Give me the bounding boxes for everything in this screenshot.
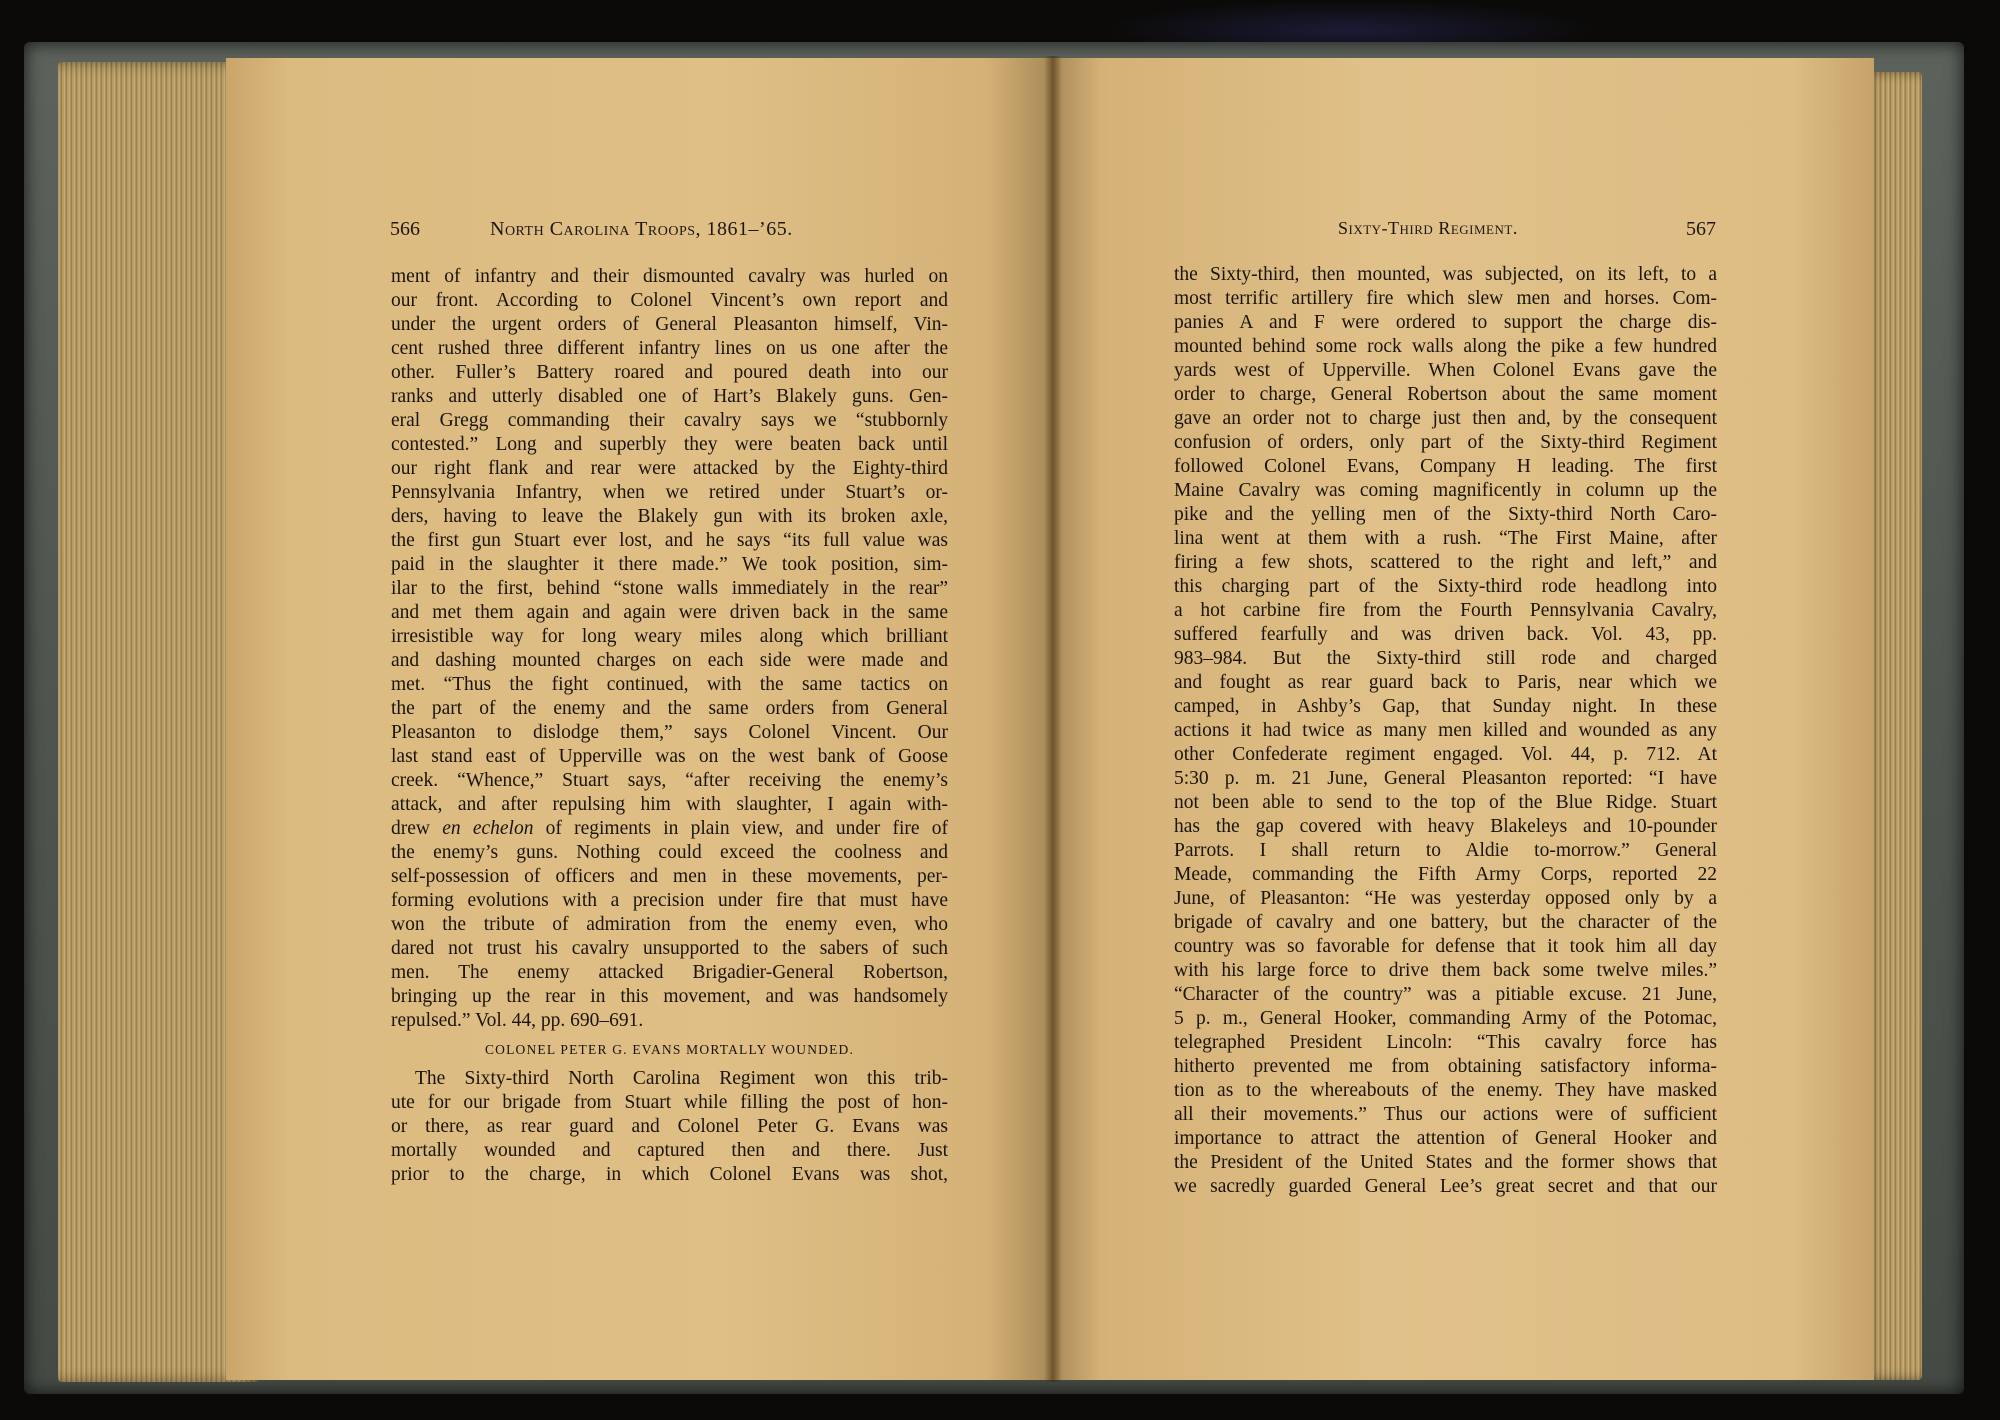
- text-line: or there, as rear guard and Colonel Peter G. Evans was: [391, 1116, 948, 1137]
- text-line: prior to the charge, in which Colonel Evans was shot,: [391, 1164, 948, 1185]
- text-line: irresistible way for long weary miles along which brilliant: [391, 626, 948, 647]
- left-page-text: [391, 265, 948, 1187]
- text-line: Pennsylvania Infantry, when we retired under Stuart’s or-: [391, 482, 948, 503]
- text-line: paid in the slaughter it there made.” We took position, sim-: [391, 554, 948, 575]
- text-line: other. Fuller’s Battery roared and poured death into our: [391, 362, 948, 383]
- text-line: won the tribute of admiration from the enemy even, who: [391, 914, 948, 935]
- text-line: forming evolutions with a precision under fire that must have: [391, 890, 948, 911]
- text-line: met. “Thus the fight continued, with the same tactics on: [391, 674, 948, 695]
- text-line: The Sixty-third North Carolina Regiment won this trib-: [415, 1068, 948, 1089]
- text-line: mortally wounded and captured then and there. Just: [391, 1140, 948, 1161]
- text-line: the first gun Stuart ever lost, and he says “its full value was: [391, 530, 948, 551]
- text-line: June, of Pleasanton: “He was yesterday opposed only by a: [1174, 888, 1717, 909]
- text-line: the President of the United States and the former shows that: [1174, 1152, 1717, 1173]
- text-line: Parrots. I shall return to Aldie to-morrow.” General: [1174, 840, 1717, 861]
- text-line: we sacredly guarded General Lee’s great secret and that our: [1174, 1176, 1717, 1197]
- left-page-number: 566: [390, 218, 420, 240]
- text-line: ment of infantry and their dismounted cavalry was hurled on: [391, 266, 948, 287]
- text-line: lina went at them with a rush. “The First Maine, after: [1174, 528, 1717, 549]
- text-line: other Confederate regiment engaged. Vol. 44, p. 712. At: [1174, 744, 1717, 765]
- text-line: country was so favorable for defense that it took him all day: [1174, 936, 1717, 957]
- text-line: gave an order not to charge just then and, by the consequent: [1174, 408, 1717, 429]
- text-line: under the urgent orders of General Pleasanton himself, Vin-: [391, 314, 948, 335]
- text-line: and met them again and again were driven back in the same: [391, 602, 948, 623]
- text-line: suffered fearfully and was driven back. Vol. 43, pp.: [1174, 624, 1717, 645]
- text-line: “Character of the country” was a pitiable excuse. 21 June,: [1174, 984, 1717, 1005]
- text-line: our front. According to Colonel Vincent’s own report and: [391, 290, 948, 311]
- right-running-head: Sixty-Third Regiment.: [1338, 218, 1518, 238]
- text-line: a hot carbine fire from the Fourth Pennsylvania Cavalry,: [1174, 600, 1717, 621]
- right-page-number: 567: [1686, 218, 1716, 240]
- text-line: 5 p. m., General Hooker, commanding Army of the Potomac,: [1174, 1008, 1717, 1029]
- text-line: cent rushed three different infantry lines on us one after the: [391, 338, 948, 359]
- text-line: ilar to the first, behind “stone walls immediately in the rear”: [391, 578, 948, 599]
- text-line: and fought as rear guard back to Paris, near which we: [1174, 672, 1717, 693]
- text-line: tion as to the whereabouts of the enemy. They have masked: [1174, 1080, 1717, 1101]
- text-line: importance to attract the attention of General Hooker and: [1174, 1128, 1717, 1149]
- text-line: hitherto prevented me from obtaining satisfactory informa-: [1174, 1056, 1717, 1077]
- text-line: Pleasanton to dislodge them,” says Colonel Vincent. Our: [391, 722, 948, 743]
- text-line: followed Colonel Evans, Company H leading. The first: [1174, 456, 1717, 477]
- text-line: dared not trust his cavalry unsupported to the sabers of such: [391, 938, 948, 959]
- text-line: and dashing mounted charges on each side were made and: [391, 650, 948, 671]
- text-line: 983–984. But the Sixty-third still rode and charged: [1174, 648, 1717, 669]
- book-gutter: [1044, 56, 1062, 1382]
- text-line: firing a few shots, scattered to the right and left,” and: [1174, 552, 1717, 573]
- text-line: last stand east of Upperville was on the west bank of Goose: [391, 746, 948, 767]
- text-line: contested.” Long and superbly they were beaten back until: [391, 434, 948, 455]
- text-line: men. The enemy attacked Brigadier-General Robertson,: [391, 962, 948, 983]
- text-line: ranks and utterly disabled one of Hart’s Blakely guns. Gen-: [391, 386, 948, 407]
- text-line: this charging part of the Sixty-third rode headlong into: [1174, 576, 1717, 597]
- text-line: eral Gregg commanding their cavalry says we “stubbornly: [391, 410, 948, 431]
- text-line: brigade of cavalry and one battery, but the character of the: [1174, 912, 1717, 933]
- text-line: with his large force to drive them back some twelve miles.”: [1174, 960, 1717, 981]
- text-line: self-possession of officers and men in these movements, per-: [391, 866, 948, 887]
- text-line: telegraphed President Lincoln: “This cavalry force has: [1174, 1032, 1717, 1053]
- text-line: 5:30 p. m. 21 June, General Pleasanton reported: “I have: [1174, 768, 1717, 789]
- text-line: pike and the yelling men of the Sixty-third North Caro-: [1174, 504, 1717, 525]
- text-line: attack, and after repulsing him with slaughter, I again with-: [391, 794, 948, 815]
- text-line: camped, in Ashby’s Gap, that Sunday night. In these: [1174, 696, 1717, 717]
- text-line: order to charge, General Robertson about the same moment: [1174, 384, 1717, 405]
- text-line: bringing up the rear in this movement, and was handsomely: [391, 986, 948, 1007]
- text-line: drew en echelon of regiments in plain view, and under fire of: [391, 818, 948, 839]
- text-line: our right flank and rear were attacked by the Eighty-third: [391, 458, 948, 479]
- text-line: actions it had twice as many men killed and wounded as any: [1174, 720, 1717, 741]
- text-line: has the gap covered with heavy Blakeleys and 10-pounder: [1174, 816, 1717, 837]
- text-line: mounted behind some rock walls along the pike a few hundred: [1174, 336, 1717, 357]
- text-line: Maine Cavalry was coming magnificently in column up the: [1174, 480, 1717, 501]
- text-line: ute for our brigade from Stuart while filling the post of hon-: [391, 1092, 948, 1113]
- section-subheading: COLONEL PETER G. EVANS MORTALLY WOUNDED.: [484, 1042, 855, 1057]
- text-line: the part of the enemy and the same orders from General: [391, 698, 948, 719]
- text-line: yards west of Upperville. When Colonel Evans gave the: [1174, 360, 1717, 381]
- text-line: most terrific artillery fire which slew men and horses. Com-: [1174, 288, 1717, 309]
- text-line: panies A and F were ordered to support the charge dis-: [1174, 312, 1717, 333]
- text-line: all their movements.” Thus our actions were of sufficient: [1174, 1104, 1717, 1125]
- text-line: the Sixty-third, then mounted, was subjected, on its left, to a: [1174, 264, 1717, 285]
- text-line: confusion of orders, only part of the Sixty-third Regiment: [1174, 432, 1717, 453]
- text-line: creek. “Whence,” Stuart says, “after receiving the enemy’s: [391, 770, 948, 791]
- right-page-text: [1174, 263, 1717, 1199]
- left-running-head: North Carolina Troops, 1861–’65.: [490, 218, 793, 240]
- text-line: repulsed.” Vol. 44, pp. 690–691.: [391, 1010, 644, 1031]
- text-line: the enemy’s guns. Nothing could exceed the coolness and: [391, 842, 948, 863]
- text-line: not been able to send to the top of the Blue Ridge. Stuart: [1174, 792, 1717, 813]
- text-line: Meade, commanding the Fifth Army Corps, reported 22: [1174, 864, 1717, 885]
- text-line: ders, having to leave the Blakely gun with its broken axle,: [391, 506, 948, 527]
